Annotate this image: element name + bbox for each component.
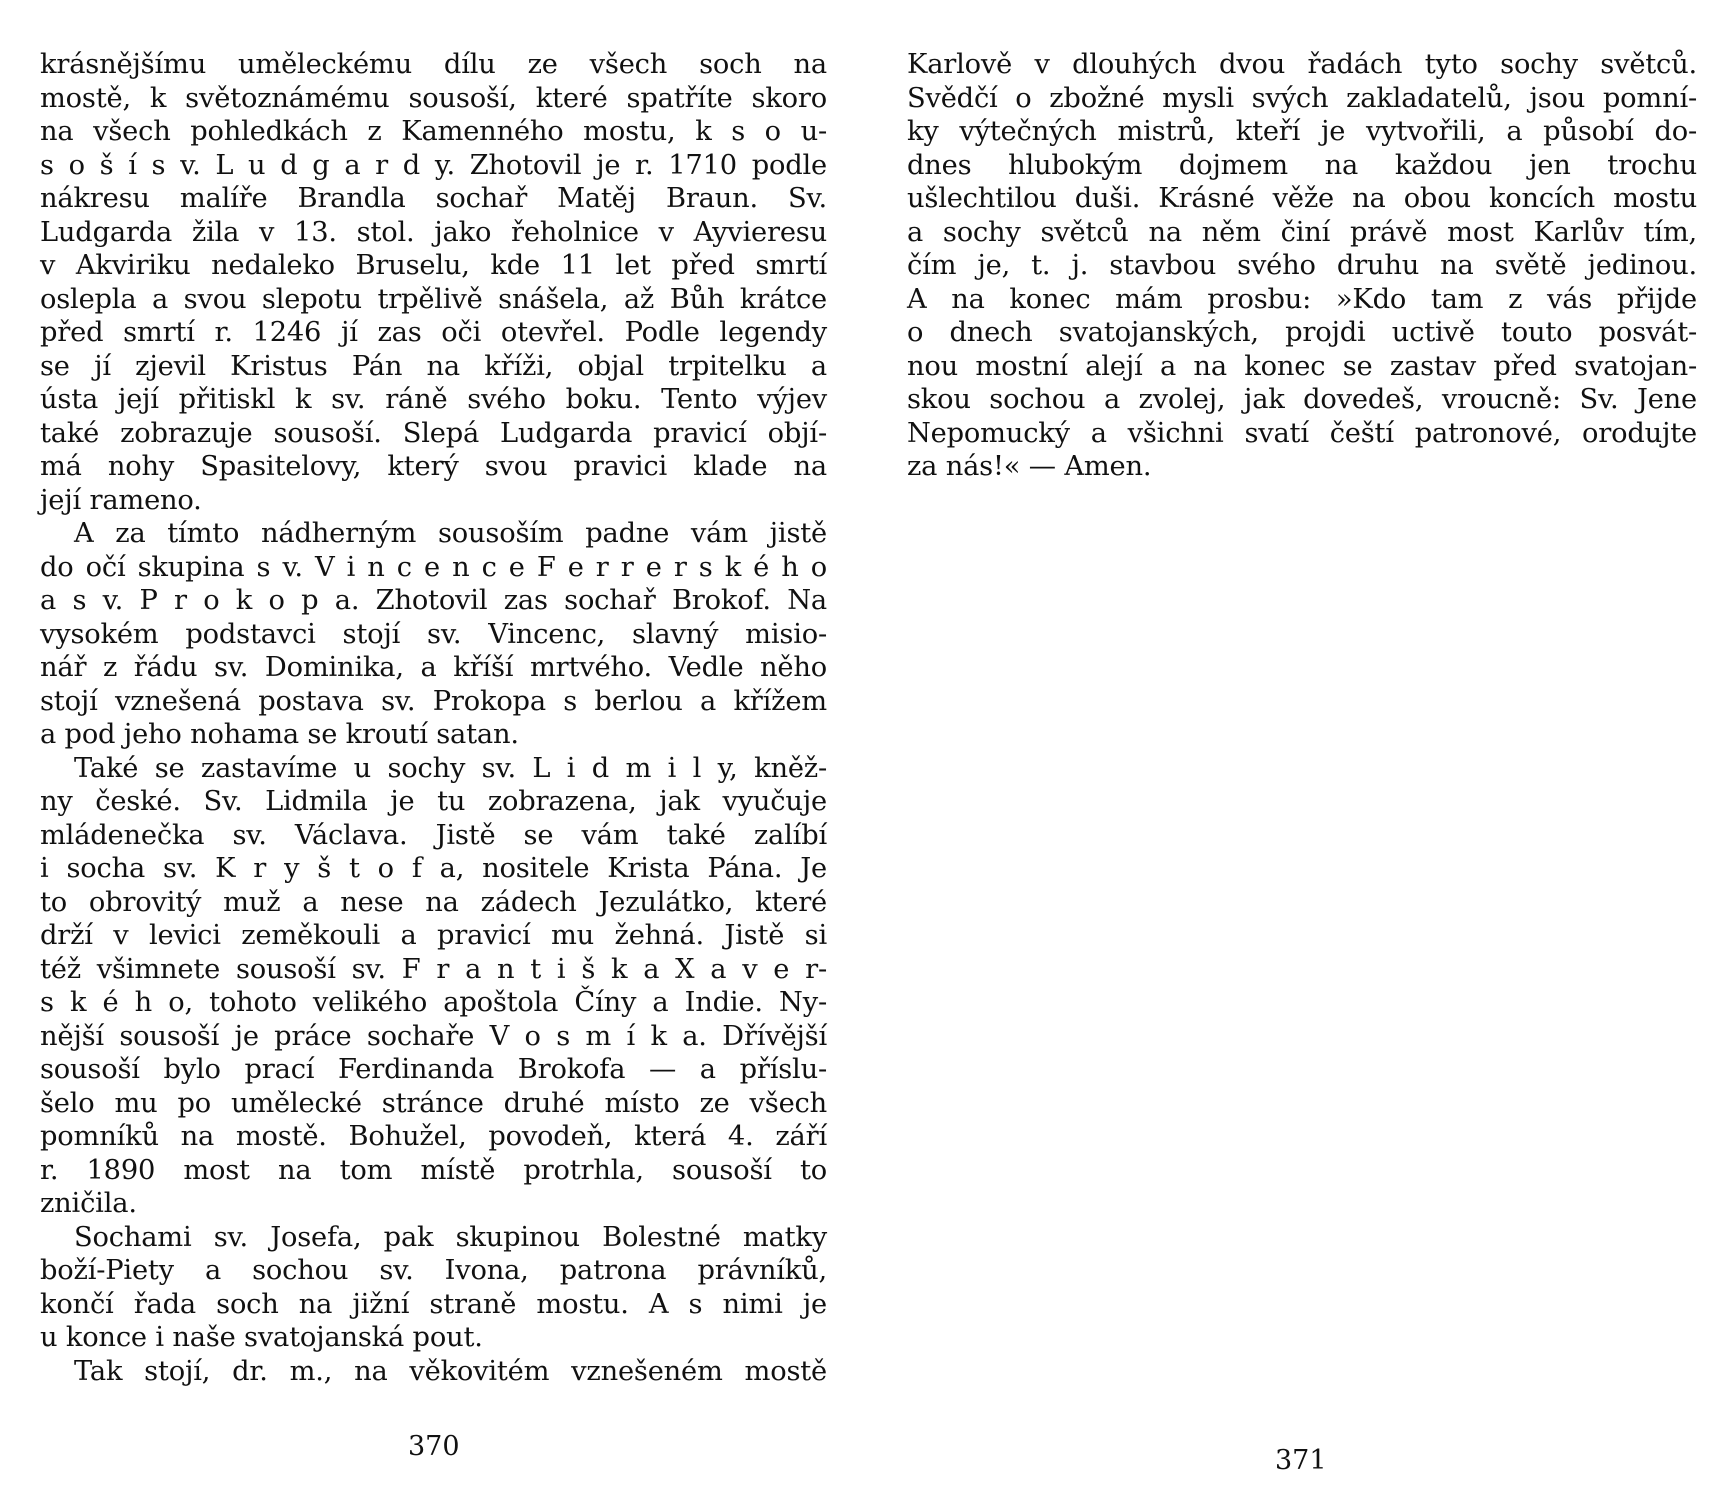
text-line: má nohy Spasitelovy, který svou pravici klade na [40,451,827,482]
text-line: zničila. [40,1188,137,1219]
text-line: skou sochou a zvolej, jak dovedeš, vroucně: Sv. Jene [907,384,1697,415]
text-line: ky výtečných mistrů, kteří je vytvořili, a působí do- [907,116,1697,147]
right-page-text [907,48,1697,484]
text-line: r. 1890 most na tom místě protrhla, sousoší to [40,1154,827,1186]
text-line: Sochami sv. Josefa, pak skupinou Bolestné matky [74,1221,827,1253]
text-line: A na konec mám prosbu: »Kdo tam z vás přijde [907,283,1697,315]
text-line: sousoší bylo prací Ferdinanda Brokofa — a příslu- [40,1054,827,1085]
text-line: též všimnete sousoší sv. F r a n t i š k a X a v e r- [40,953,827,985]
page-number: 371 [1275,1445,1327,1476]
text-line: s k é h o, tohoto velikého apoštola Číny a Indie. Ny- [40,987,827,1018]
text-line: to obrovitý muž a nese na zádech Jezulátko, které [40,886,827,918]
text-line: ústa její přitiskl k sv. ráně svého boku. Tento výjev [40,384,827,415]
text-line: a sochy světců na něm činí právě most Karlův tím, [907,216,1697,248]
text-line: nář z řádu sv. Dominika, a kříší mrtvého. Vedle něho [40,652,827,683]
text-line: A za tímto nádherným sousoším padne vám jistě [74,518,827,549]
text-line: končí řada soch na jižní straně mostu. A s nimi je [40,1288,827,1320]
text-line: mostě, k světoznámému sousoší, které spatříte skoro [40,82,827,114]
text-line: boží-Piety a sochou sv. Ivona, patrona právníků, [40,1255,827,1286]
text-line: mládenečka sv. Václava. Jistě se vám také zalíbí [40,819,827,851]
left-page-text [40,48,827,1388]
text-line: Karlově v dlouhých dvou řadách tyto sochy světců. [907,49,1697,80]
text-line: a pod jeho nohama se kroutí satan. [40,719,519,750]
text-line: vysokém podstavci stojí sv. Vincenc, slavný misio- [40,618,827,650]
text-line: Nepomucký a všichni svatí čeští patronové, orodujte [907,417,1697,449]
text-line: Také se zastavíme u sochy sv. L i d m i l y, kněž- [74,752,827,784]
right-page [859,0,1718,1500]
text-line: o dnech svatojanských, projdi uctivě touto posvát- [907,317,1697,348]
text-line: Ludgarda žila v 13. stol. jako řeholnice v Ayvieresu [40,216,827,248]
text-line: Tak stojí, dr. m., na věkovitém vznešeném mostě [74,1355,827,1387]
text-line: na všech pohledkách z Kamenného mostu, k s o u- [40,116,827,147]
text-line: ny české. Sv. Lidmila je tu zobrazena, jak vyučuje [40,786,827,817]
text-line: v Akviriku nedaleko Bruselu, kde 11 let před smrtí [40,250,827,281]
text-line: za nás!« — Amen. [907,451,1152,482]
text-line: u konce i naše svatojanská pout. [40,1322,483,1353]
text-line: se jí zjevil Kristus Pán na kříži, objal trpitelku a [40,350,827,382]
text-line: čím je, t. j. stavbou svého druhu na světě jedinou. [907,250,1697,281]
text-line: krásnějšímu uměleckému dílu ze všech soch na [40,49,827,80]
text-line: nákresu malíře Brandla sochař Matěj Braun. Sv. [40,183,827,214]
text-line: s o š í s v. L u d g a r d y. Zhotovil je r. 1710 podle [40,149,827,181]
text-line: šelo mu po umělecké stránce druhé místo ze všech [40,1087,827,1119]
text-line: její rameno. [40,484,202,516]
text-line: před smrtí r. 1246 jí zas oči otevřel. Podle legendy [40,317,827,348]
page-number: 370 [408,1431,460,1462]
text-line: dnes hlubokým dojmem na každou jen trochu [907,149,1697,181]
text-line: a s v. P r o k o p a. Zhotovil zas sochař Brokof. Na [40,585,827,616]
text-line: nou mostní alejí a na konec se zastav před svatojan- [907,350,1697,382]
text-line: Svědčí o zbožné mysli svých zakladatelů, jsou pomní- [907,82,1697,114]
text-line: do očí skupina s v. V i n c e n c e F e r r e r s k é h o [40,551,827,583]
text-line: pomníků na mostě. Bohužel, povodeň, která 4. září [40,1121,827,1152]
text-line: stojí vznešená postava sv. Prokopa s berlou a křížem [40,685,827,717]
text-line: drží v levici zeměkouli a pravicí mu žehná. Jistě si [40,920,827,951]
text-line: nější sousoší je práce sochaře V o s m í k a. Dřívější [40,1020,827,1052]
text-line: také zobrazuje sousoší. Slepá Ludgarda pravicí objí- [40,417,827,449]
text-line: ušlechtilou duši. Krásné věže na obou koncích mostu [907,183,1697,214]
text-line: i socha sv. K r y š t o f a, nositele Krista Pána. Je [40,853,827,884]
text-line: oslepla a svou slepotu trpělivě snášela, až Bůh krátce [40,283,827,315]
